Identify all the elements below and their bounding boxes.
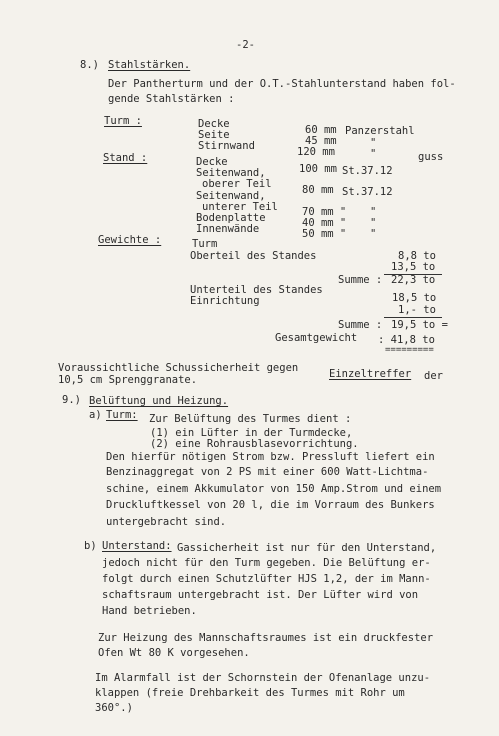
turm-row-name: Seite xyxy=(198,129,230,141)
stand-row-name: Seitenwand, xyxy=(196,190,266,202)
guss-label: guss xyxy=(418,151,444,163)
stand-row-name: unterer Teil xyxy=(202,201,278,213)
gewichte-oberteil-label: Oberteil des Standes xyxy=(190,250,317,262)
gewichte-label: Gewichte : xyxy=(98,234,162,246)
alarm-line: 360°.) xyxy=(95,702,133,714)
sub-a-paragraph-line: untergebracht sind. xyxy=(106,516,227,528)
stand-row-value: 50 mm " xyxy=(302,228,347,240)
summe-1-label: Summe : xyxy=(338,274,383,286)
turm-row-name: Decke xyxy=(198,118,230,130)
stand-row-material: " xyxy=(370,217,377,229)
turm-row-name: Stirnwand xyxy=(198,140,255,152)
gewichte-einrichtung-label: Einrichtung xyxy=(190,295,260,307)
stand-row-value: 70 mm " xyxy=(302,206,347,218)
summe-2-label: Summe : xyxy=(338,319,383,331)
sub-b-text: Gassicherheit ist nur für den Unterstand, xyxy=(177,542,437,554)
sub-b-paragraph-line: jedoch nicht für den Turm gegeben. Die Belüftung er- xyxy=(102,557,431,569)
sub-a-label: a) xyxy=(89,409,102,421)
stand-row-name: Decke xyxy=(196,156,228,168)
section-8-intro-line-1: Der Pantherturm und der O.T.-Stahlunterstand haben fol- xyxy=(108,78,456,90)
sub-a-text: Zur Belüftung des Turmes dient : xyxy=(149,413,352,425)
turm-row-material: " xyxy=(370,137,377,149)
stand-label: Stand : xyxy=(103,152,148,164)
stand-row-material: " xyxy=(370,228,377,240)
sub-b-label: b) xyxy=(84,540,97,552)
section-9-number: 9.) xyxy=(62,394,81,406)
alarm-line: klappen (freie Drehbarkeit des Turmes mit Rohr um xyxy=(95,687,405,699)
stand-row-name: Bodenplatte xyxy=(196,212,266,224)
heating-line: Ofen Wt 80 K vorgesehen. xyxy=(98,647,250,659)
turm-label: Turm : xyxy=(104,115,142,127)
note-line-2: 10,5 cm Sprenggranate. xyxy=(58,374,198,386)
note-line-1-pre: Voraussichtliche Schussicherheit gegen xyxy=(58,362,299,374)
sub-b-paragraph-line: folgt durch einen Schutzlüfter HJS 1,2, der im Mann- xyxy=(102,573,431,585)
heating-line: Zur Heizung des Mannschaftsraumes ist ein druckfester xyxy=(98,632,434,644)
stand-row-value: 40 mm " xyxy=(302,217,347,229)
gesamtgewicht-value: : 41,8 to xyxy=(378,334,435,346)
note-line-1-underlined: Einzeltreffer xyxy=(329,368,412,380)
section-8-intro-line-2: gende Stahlstärken : xyxy=(108,93,235,105)
sub-b-paragraph-line: Hand betrieben. xyxy=(102,605,197,617)
note-line-1-post: der xyxy=(424,370,443,382)
sub-b-title: Unterstand: xyxy=(102,540,172,552)
sub-a-paragraph-line: Druckluftkessel von 20 l, die im Vorraum des Bunkers xyxy=(106,499,435,511)
sub-a-paragraph-line: schine, einem Akkumulator von 150 Amp.Strom und einem xyxy=(106,483,442,495)
section-8-number: 8.) xyxy=(80,59,99,71)
sub-a-paragraph-line: Benzinaggregat von 2 PS mit einer 600 Watt-Lichtma- xyxy=(106,466,429,478)
stand-row-material: St.37.12 xyxy=(342,165,393,177)
stand-row-value: 100 mm xyxy=(299,163,337,175)
stand-row-value: 80 mm xyxy=(302,184,334,196)
summe-1-value: 22,3 to xyxy=(391,274,436,286)
sub-a-title: Turm: xyxy=(106,409,138,421)
turm-row-material: " xyxy=(370,148,377,160)
gewichte-value-1: 8,8 to xyxy=(398,250,436,262)
page-number: -2- xyxy=(236,39,255,51)
turm-row-value: 45 mm xyxy=(305,135,337,147)
section-8-heading: Stahlstärken. xyxy=(108,59,191,71)
stand-row-material: St.37.12 xyxy=(342,186,393,198)
gewichte-value-2: 13,5 to xyxy=(391,261,436,273)
gewichte-unterteil-label: Unterteil des Standes xyxy=(190,284,323,296)
sub-a-item-1: (1) ein Lüfter in der Turmdecke, xyxy=(150,427,353,439)
gesamtgewicht-label: Gesamtgewicht xyxy=(275,332,358,344)
stand-row-name: oberer Teil xyxy=(202,178,272,190)
gewichte-turm-label: Turm xyxy=(192,238,218,250)
alarm-line: Im Alarmfall ist der Schornstein der Ofenanlage unzu- xyxy=(95,672,431,684)
sub-a-item-2: (2) eine Rohrausblasevorrichtung. xyxy=(150,438,359,450)
section-9-heading: Belüftung und Heizung. xyxy=(89,395,229,407)
sum-line-2 xyxy=(384,317,442,318)
turm-row-value: 120 mm xyxy=(297,146,335,158)
double-rule: ========= xyxy=(385,345,434,355)
gewichte-value-4: 1,- to xyxy=(398,304,436,316)
turm-row-material: Panzerstahl xyxy=(345,125,415,137)
sub-a-paragraph-line: Den hierfür nötigen Strom bzw. Pressluft liefert ein xyxy=(106,451,435,463)
sub-b-paragraph-line: schaftsraum untergebracht ist. Der Lüfter wird von xyxy=(102,589,419,601)
stand-row-name: Seitenwand, xyxy=(196,167,266,179)
turm-row-value: 60 mm xyxy=(305,124,337,136)
summe-2-value: 19,5 to = xyxy=(391,319,448,331)
gewichte-value-3: 18,5 to xyxy=(392,292,437,304)
stand-row-material: " xyxy=(370,206,377,218)
stand-row-name: Innenwände xyxy=(196,223,260,235)
